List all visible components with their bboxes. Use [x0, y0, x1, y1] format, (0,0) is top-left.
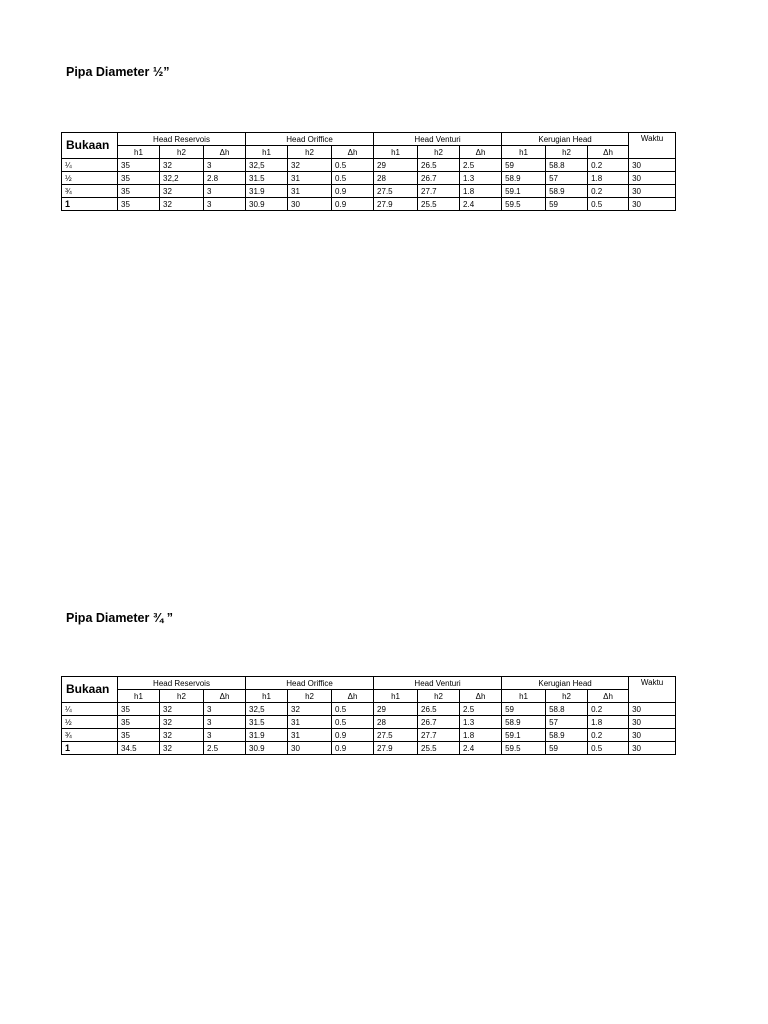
table-cell: 3: [204, 716, 246, 729]
table-cell: 31: [288, 185, 332, 198]
table-cell: 32: [160, 742, 204, 755]
subheader-delta-h: Δh: [588, 146, 629, 159]
table-cell: 58.9: [502, 716, 546, 729]
data-table-pipe-half: [61, 132, 676, 211]
table-cell: 25.5: [418, 742, 460, 755]
table-cell: 58.9: [546, 185, 588, 198]
table-cell: 32: [160, 185, 204, 198]
table-cell: 3: [204, 185, 246, 198]
subheader-h2: h2: [288, 690, 332, 703]
table-cell: 35: [118, 159, 160, 172]
table-cell: 29: [374, 159, 418, 172]
table-cell: 30: [629, 742, 676, 755]
header-waktu: Waktu: [629, 133, 676, 159]
table-cell: 30: [629, 198, 676, 211]
table-cell: 26.5: [418, 703, 460, 716]
subheader-delta-h: Δh: [460, 690, 502, 703]
table-cell: 30: [629, 172, 676, 185]
subheader-h1: h1: [118, 146, 160, 159]
data-table-pipe-three-quarter: [61, 676, 676, 755]
table-cell: 35: [118, 198, 160, 211]
table-cell: 25.5: [418, 198, 460, 211]
table-cell: 34.5: [118, 742, 160, 755]
table-cell: 27.5: [374, 185, 418, 198]
subheader-h2: h2: [546, 146, 588, 159]
table-cell: 31.5: [246, 172, 288, 185]
table-cell: 58.9: [502, 172, 546, 185]
table-cell: 35: [118, 185, 160, 198]
subheader-delta-h: Δh: [332, 146, 374, 159]
table-cell: 1.8: [588, 172, 629, 185]
table-cell: 0.5: [332, 716, 374, 729]
table-row: [62, 742, 676, 755]
subheader-delta-h: Δh: [460, 146, 502, 159]
table-cell: 1.8: [460, 729, 502, 742]
table-cell: 28: [374, 716, 418, 729]
table-cell: 0.2: [588, 703, 629, 716]
table-cell: 26.5: [418, 159, 460, 172]
table-cell: 0.9: [332, 742, 374, 755]
table-cell: 0.2: [588, 729, 629, 742]
table-cell: 58.8: [546, 159, 588, 172]
subheader-delta-h: Δh: [332, 690, 374, 703]
table-cell: 32,5: [246, 159, 288, 172]
table-cell: 2.5: [460, 159, 502, 172]
subheader-h1: h1: [374, 690, 418, 703]
table-cell: 32: [160, 159, 204, 172]
table-cell: 31: [288, 716, 332, 729]
subheader-delta-h: Δh: [204, 146, 246, 159]
table-cell: 27.7: [418, 185, 460, 198]
table-cell: 32: [160, 198, 204, 211]
table-body: [62, 159, 676, 211]
table-cell: 1.8: [588, 716, 629, 729]
subheader-h1: h1: [502, 690, 546, 703]
row-label: 1: [62, 198, 118, 211]
table-cell: 30: [629, 159, 676, 172]
table-cell: 32: [160, 716, 204, 729]
table-cell: 1.8: [460, 185, 502, 198]
table-cell: 31: [288, 172, 332, 185]
table-cell: 3: [204, 159, 246, 172]
table-row: [62, 703, 676, 716]
subheader-h2: h2: [546, 690, 588, 703]
table-cell: 32,2: [160, 172, 204, 185]
table-cell: 59.1: [502, 185, 546, 198]
header-head-reservois: Head Reservois: [118, 133, 246, 146]
table-cell: 58.9: [546, 729, 588, 742]
row-label: ½: [62, 716, 118, 729]
table-cell: 27.5: [374, 729, 418, 742]
table-cell: 30: [629, 185, 676, 198]
table-cell: 59.1: [502, 729, 546, 742]
table-cell: 2.8: [204, 172, 246, 185]
table-row: [62, 159, 676, 172]
table-cell: 1.3: [460, 716, 502, 729]
table-cell: 3: [204, 729, 246, 742]
header-kerugian-head: Kerugian Head: [502, 677, 629, 690]
subheader-h2: h2: [160, 146, 204, 159]
table-cell: 58.8: [546, 703, 588, 716]
section-heading-pipe-three-quarter: Pipa Diameter ¾ ”: [66, 611, 173, 625]
table-body: [62, 703, 676, 755]
subheader-h2: h2: [418, 146, 460, 159]
table-cell: 2.4: [460, 198, 502, 211]
header-head-venturi: Head Venturi: [374, 133, 502, 146]
table-cell: 27.9: [374, 198, 418, 211]
table-cell: 57: [546, 716, 588, 729]
table-cell: 28: [374, 172, 418, 185]
table-cell: 31.5: [246, 716, 288, 729]
header-head-oriffice: Head Oriffice: [246, 677, 374, 690]
header-bukaan: Bukaan: [62, 677, 118, 703]
table-cell: 30: [629, 716, 676, 729]
table-cell: 0.5: [332, 159, 374, 172]
table-cell: 29: [374, 703, 418, 716]
table-cell: 30: [288, 742, 332, 755]
table-cell: 59: [546, 198, 588, 211]
table-cell: 59.5: [502, 742, 546, 755]
row-label: ½: [62, 172, 118, 185]
table-row: [62, 716, 676, 729]
table-cell: 32: [288, 703, 332, 716]
row-label: 1: [62, 742, 118, 755]
table-cell: 2.5: [460, 703, 502, 716]
row-label: ¼: [62, 159, 118, 172]
header-kerugian-head: Kerugian Head: [502, 133, 629, 146]
table-cell: 31.9: [246, 185, 288, 198]
table-cell: 2.5: [204, 742, 246, 755]
table-cell: 35: [118, 729, 160, 742]
table-cell: 0.9: [332, 198, 374, 211]
table-cell: 35: [118, 703, 160, 716]
table-cell: 31.9: [246, 729, 288, 742]
table-cell: 30: [629, 729, 676, 742]
table-cell: 0.5: [588, 742, 629, 755]
subheader-h1: h1: [246, 690, 288, 703]
table-row: [62, 729, 676, 742]
table-cell: 0.9: [332, 729, 374, 742]
table-row: [62, 172, 676, 185]
row-label: ¾: [62, 185, 118, 198]
header-head-reservois: Head Reservois: [118, 677, 246, 690]
header-head-oriffice: Head Oriffice: [246, 133, 374, 146]
table-cell: 26.7: [418, 172, 460, 185]
row-label: ¾: [62, 729, 118, 742]
table-cell: 32,5: [246, 703, 288, 716]
subheader-h2: h2: [160, 690, 204, 703]
table-cell: 32: [288, 159, 332, 172]
table-cell: 30: [629, 703, 676, 716]
table-row: [62, 185, 676, 198]
table-cell: 32: [160, 729, 204, 742]
subheader-h1: h1: [502, 146, 546, 159]
table-cell: 3: [204, 198, 246, 211]
table-cell: 59.5: [502, 198, 546, 211]
table-cell: 35: [118, 172, 160, 185]
subheader-h1: h1: [374, 146, 418, 159]
table-cell: 3: [204, 703, 246, 716]
table-cell: 0.5: [332, 703, 374, 716]
table-cell: 2.4: [460, 742, 502, 755]
table-cell: 27.7: [418, 729, 460, 742]
table-cell: 35: [118, 716, 160, 729]
subheader-delta-h: Δh: [204, 690, 246, 703]
table-cell: 0.5: [332, 172, 374, 185]
subheader-delta-h: Δh: [588, 690, 629, 703]
table-cell: 59: [502, 159, 546, 172]
table-cell: 59: [502, 703, 546, 716]
table-row: [62, 198, 676, 211]
table-cell: 59: [546, 742, 588, 755]
table-cell: 0.9: [332, 185, 374, 198]
table-cell: 57: [546, 172, 588, 185]
table-cell: 1.3: [460, 172, 502, 185]
subheader-h2: h2: [418, 690, 460, 703]
header-bukaan: Bukaan: [62, 133, 118, 159]
table-cell: 31: [288, 729, 332, 742]
header-waktu: Waktu: [629, 677, 676, 703]
table-cell: 0.5: [588, 198, 629, 211]
row-label: ¼: [62, 703, 118, 716]
table-cell: 30.9: [246, 742, 288, 755]
table-cell: 32: [160, 703, 204, 716]
subheader-h1: h1: [118, 690, 160, 703]
table-cell: 30.9: [246, 198, 288, 211]
table-cell: 0.2: [588, 159, 629, 172]
table-cell: 0.2: [588, 185, 629, 198]
section-heading-pipe-half: Pipa Diameter ½”: [66, 65, 170, 79]
table-cell: 26.7: [418, 716, 460, 729]
subheader-h1: h1: [246, 146, 288, 159]
subheader-h2: h2: [288, 146, 332, 159]
table-cell: 30: [288, 198, 332, 211]
header-head-venturi: Head Venturi: [374, 677, 502, 690]
table-cell: 27.9: [374, 742, 418, 755]
